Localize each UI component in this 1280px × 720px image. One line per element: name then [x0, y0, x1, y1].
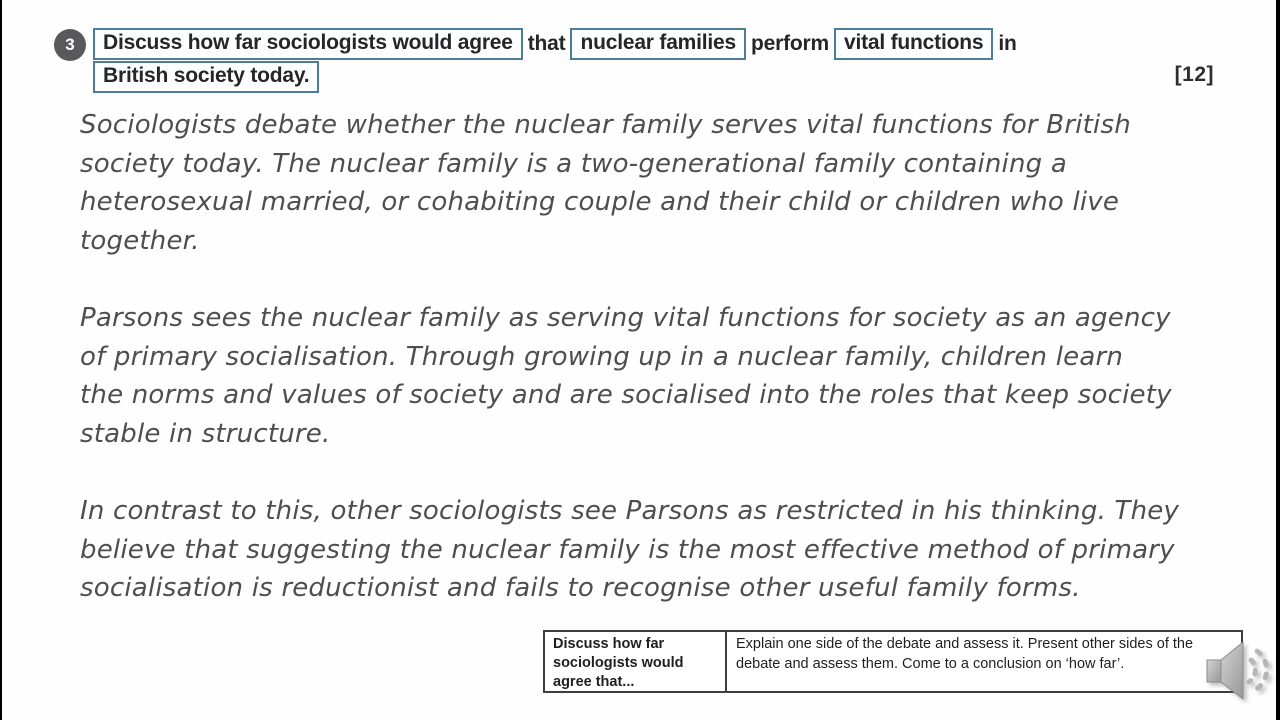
essay-line: In contrast to this, other sociologists see Parsons as restricted in his thinking. They	[80, 496, 1180, 526]
question-connector-perform: perform	[751, 32, 829, 55]
essay-line: Sociologists debate whether the nuclear family serves vital functions for British	[80, 110, 1131, 140]
question-boxed-phrase-functions: vital functions	[834, 28, 993, 60]
essay-line: society today. The nuclear family is a two-generational family containing a	[80, 148, 1067, 179]
audio-speaker-icon[interactable]	[1198, 633, 1274, 709]
question-boxed-phrase-subject: nuclear families	[570, 28, 746, 60]
marks-label: [12]	[1174, 63, 1214, 86]
essay-paragraph-1	[80, 106, 1179, 260]
essay-line: of primary socialisation. Through growing up in a nuclear family, children learn	[80, 341, 1124, 372]
essay-line: believe that suggesting the nuclear family is the most effective method of primary	[80, 534, 1175, 565]
guidance-definition-cell: Explain one side of the debate and assess it. Present other sides of the debate and assess them. Come to a conclusion on ‘how far’.	[736, 636, 1194, 672]
question-boxed-phrase-context: British society today.	[93, 61, 319, 93]
question-connector-in: in	[998, 32, 1017, 55]
guidance-term-cell: Discuss how far sociologists would agree that...	[545, 632, 727, 691]
question-header	[54, 28, 1017, 93]
question-text-lines	[93, 28, 1017, 93]
question-line-2	[93, 61, 1017, 93]
speaker-glyph	[1207, 642, 1269, 699]
essay-paragraph-3	[80, 492, 1179, 608]
left-letterbox-bar	[0, 0, 2, 720]
essay-paragraph-2	[80, 299, 1179, 453]
essay-line: heterosexual married, or cohabiting couple and their child or children who live	[80, 187, 1120, 217]
essay-line: together.	[80, 225, 200, 256]
essay-line: socialisation is reductionist and fails to recognise other useful family forms.	[80, 573, 1081, 603]
question-line-1	[93, 28, 1017, 60]
essay-answer	[80, 106, 1179, 647]
question-number: 3	[65, 35, 75, 54]
question-number-badge	[54, 29, 86, 61]
question-connector-that: that	[527, 32, 566, 55]
essay-line: Parsons sees the nuclear family as serving vital functions for society as an agency	[80, 303, 1171, 333]
question-boxed-phrase-command: Discuss how far sociologists would agree	[93, 28, 523, 60]
right-letterbox-bar	[1276, 0, 1280, 720]
essay-line: stable in structure.	[80, 418, 331, 449]
essay-line: the norms and values of society and are socialised into the roles that keep society	[80, 380, 1172, 410]
guidance-table	[543, 630, 1243, 693]
